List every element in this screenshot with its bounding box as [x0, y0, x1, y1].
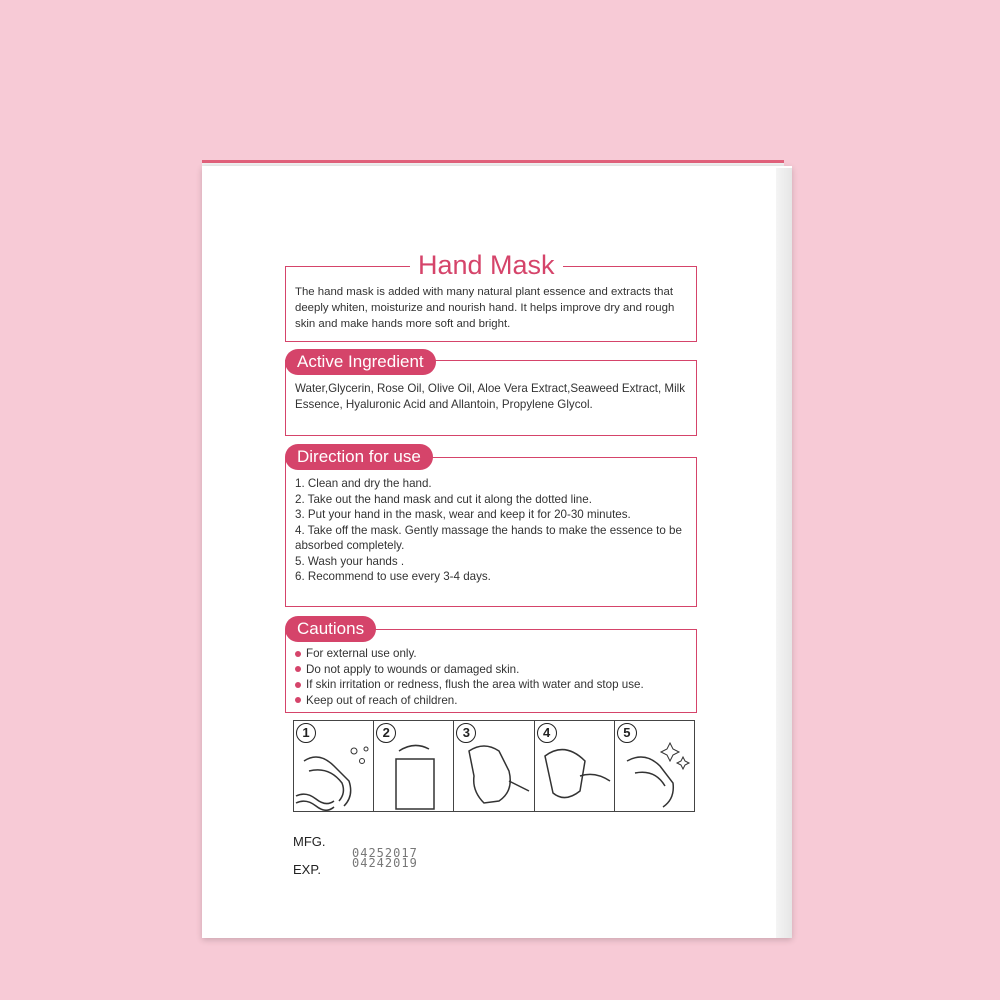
direction-step: 1. Clean and dry the hand.: [295, 477, 432, 490]
direction-step: 3. Put your hand in the mask, wear and keep it for 20-30 minutes.: [295, 508, 631, 521]
bullet-icon: [295, 697, 301, 703]
caution-item: If skin irritation or redness, flush the area with water and stop use.: [295, 677, 691, 693]
direction-step: 2. Take out the hand mask and cut it along the dotted line.: [295, 492, 592, 506]
illustration-wash-hands: [294, 721, 374, 811]
step-number: 1: [296, 723, 316, 743]
exp-label: EXP.: [293, 862, 321, 877]
directions-list: [295, 476, 691, 585]
direction-step: 6. Recommend to use every 3-4 days.: [295, 570, 491, 583]
mfg-code: 04252017: [352, 846, 418, 860]
step-number: 2: [376, 723, 396, 743]
exp-code: 04242019: [352, 856, 418, 870]
bullet-icon: [295, 666, 301, 672]
bullet-icon: [295, 651, 301, 657]
illustration-soft-hands: [615, 721, 694, 811]
illustration-remove-mask: [535, 721, 615, 811]
step-number: 4: [537, 723, 557, 743]
directions-heading: Direction for use: [285, 444, 433, 470]
step-number: 5: [617, 723, 637, 743]
intro-text: The hand mask is added with many natural plant essence and extracts that deeply whiten, moisturize and nourish hand. It helps improve dry and rough skin and make hands more soft and bright.: [295, 286, 675, 330]
step-illustrations: [293, 720, 695, 812]
cautions-heading: Cautions: [285, 616, 376, 642]
cautions-list: [295, 646, 691, 708]
ingredient-text: Water,Glycerin, Rose Oil, Olive Oil, Aloe Vera Extract,Seaweed Extract, Milk Essence, Hyaluronic Acid and Allantoin, Propylene Glycol.: [295, 382, 686, 411]
direction-step: 5. Wash your hands .: [295, 554, 405, 568]
step-number: 3: [456, 723, 476, 743]
bullet-icon: [295, 682, 301, 688]
mfg-label: MFG.: [293, 834, 326, 849]
box-side-edge: [776, 168, 792, 938]
direction-step: 4. Take off the mask. Gently massage the hands to make the essence to be absorbed completely.: [295, 523, 682, 552]
product-title: Hand Mask: [410, 248, 563, 282]
caution-item: Keep out of reach of children.: [295, 693, 691, 709]
illustration-open-pack: [374, 721, 454, 811]
illustration-wear-mask: [454, 721, 534, 811]
caution-item: For external use only.: [295, 646, 691, 662]
ingredient-heading: Active Ingredient: [285, 349, 436, 375]
caution-item: Do not apply to wounds or damaged skin.: [295, 662, 691, 678]
